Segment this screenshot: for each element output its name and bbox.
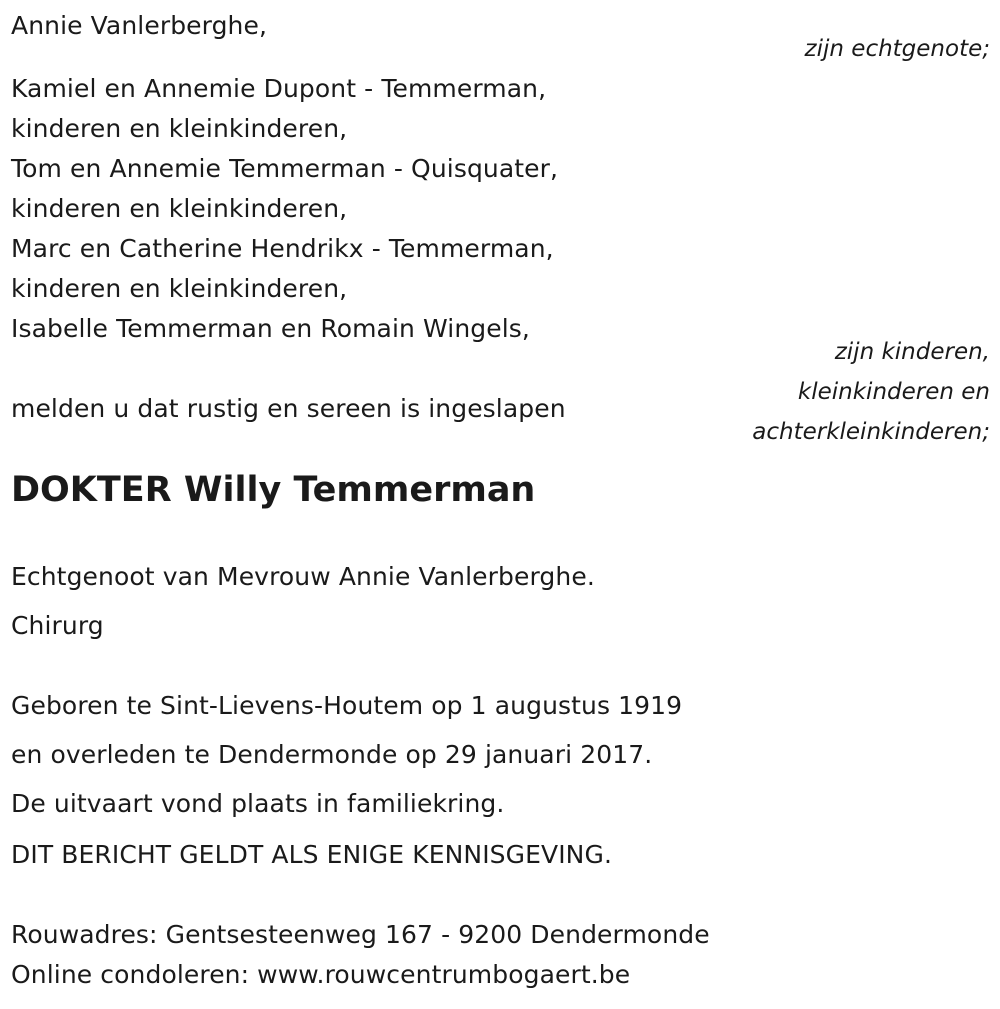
notice-line: DIT BERICHT GELDT ALS ENIGE KENNISGEVING.	[11, 840, 612, 869]
birth-line: Geboren te Sint-Lievens-Houtem op 1 augustus 1919	[11, 691, 683, 720]
family-line: Marc en Catherine Hendrikx - Temmerman,	[11, 234, 554, 263]
spouse-line: Echtgenoot van Mevrouw Annie Vanlerberghe.	[11, 562, 595, 591]
family-line: kinderen en kleinkinderen,	[11, 194, 348, 223]
family-line: Tom en Annemie Temmerman - Quisquater,	[11, 154, 559, 183]
children-relation: kleinkinderen en	[797, 379, 990, 405]
family-line: Kamiel en Annemie Dupont - Temmerman,	[11, 74, 547, 103]
family-line: Isabelle Temmerman en Romain Wingels,	[11, 314, 530, 343]
deceased-name: DOKTER Willy Temmerman	[11, 470, 536, 510]
spouse-name: Annie Vanlerberghe,	[11, 11, 268, 40]
spouse-relation: zijn echtgenote;	[804, 36, 990, 62]
family-line: kinderen en kleinkinderen,	[11, 114, 348, 143]
announcement-text: melden u dat rustig en sereen is ingeslapen	[11, 394, 566, 423]
funeral-line: De uitvaart vond plaats in familiekring.	[11, 789, 505, 818]
family-line: kinderen en kleinkinderen,	[11, 274, 348, 303]
death-line: en overleden te Dendermonde op 29 januari 2017.	[11, 740, 653, 769]
children-relation: zijn kinderen,	[834, 339, 990, 365]
profession: Chirurg	[11, 611, 104, 640]
children-relation: achterkleinkinderen;	[752, 419, 990, 445]
online-condolence: Online condoleren: www.rouwcentrumbogaert.be	[11, 960, 631, 989]
mourning-address: Rouwadres: Gentsesteenweg 167 - 9200 Dendermonde	[11, 920, 710, 949]
